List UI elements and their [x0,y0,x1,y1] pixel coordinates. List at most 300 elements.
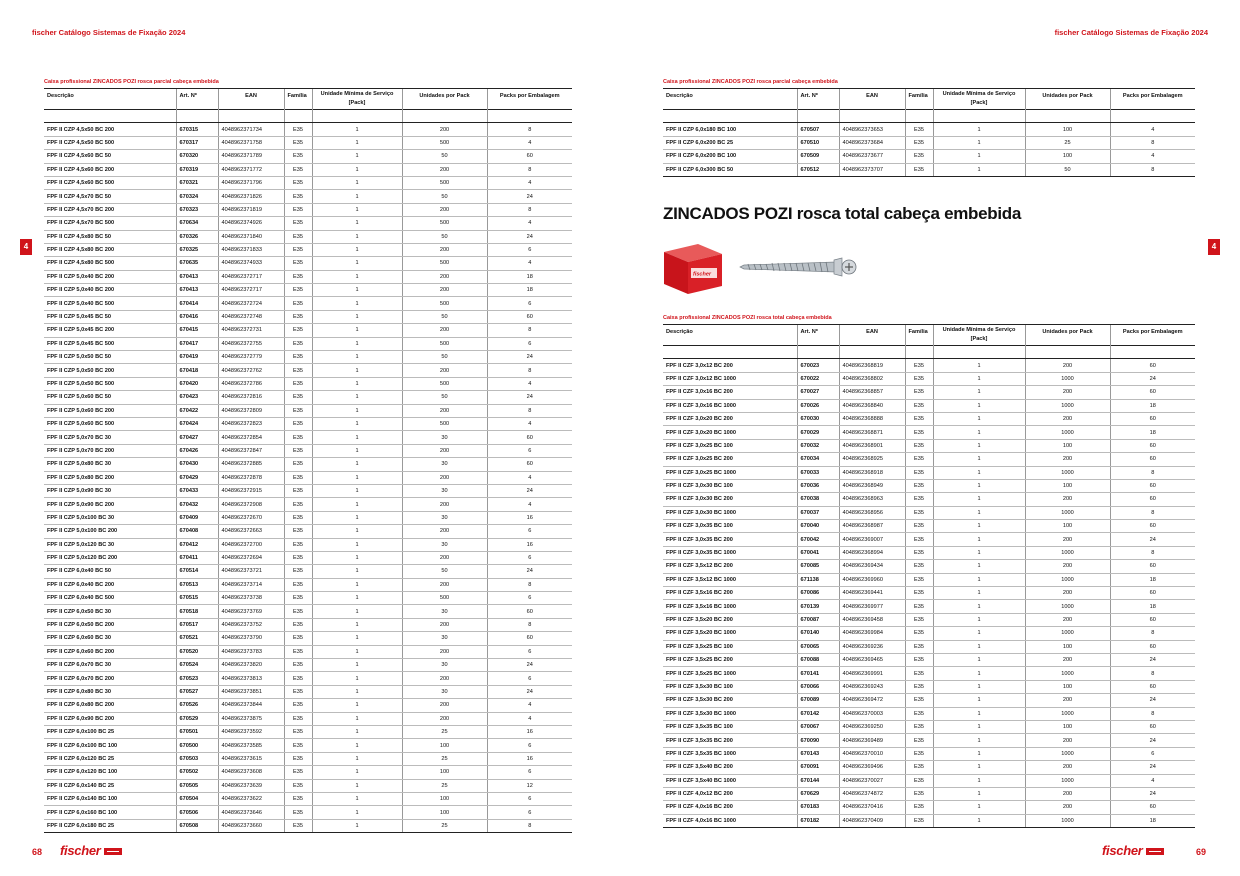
cell-packs-per-box: 8 [487,819,572,832]
cell-ean: 4048962370416 [839,801,905,814]
cell-ean: 4048962374933 [218,257,284,270]
cell-description: FPF II CZP 6,0x200 BC 100 [663,150,797,163]
table-row [44,551,572,564]
cell-units-per-pack: 200 [402,645,487,658]
cell-units-per-pack: 500 [402,592,487,605]
col-packs-per-box: Packs por Embalagem [1110,89,1195,110]
cell-description: FPF II CZP 5,0x60 BC 500 [44,417,176,430]
cell-packs-per-box: 60 [487,310,572,323]
cell-units-per-pack: 200 [402,243,487,256]
spacer-cell [933,346,1025,359]
cell-min-unit: 1 [933,747,1025,760]
cell-family: E35 [284,538,312,551]
table-row [44,230,572,243]
cell-units-per-pack: 100 [1025,680,1110,693]
cell-family: E35 [905,520,933,533]
cell-family: E35 [905,640,933,653]
cell-art-no: 670505 [176,779,218,792]
cell-min-unit: 1 [933,653,1025,666]
cell-units-per-pack: 30 [402,605,487,618]
cell-min-unit: 1 [312,484,402,497]
cell-description: FPF II CZP 5,0x120 BC 200 [44,551,176,564]
cell-art-no: 670140 [797,627,839,640]
cell-packs-per-box: 24 [487,484,572,497]
cell-family: E35 [284,270,312,283]
cell-art-no: 670324 [176,190,218,203]
cell-description: FPF II CZP 6,0x120 BC 100 [44,766,176,779]
cell-description: FPF II CZP 6,0x80 BC 200 [44,699,176,712]
cell-ean: 4048962369243 [839,680,905,693]
cell-min-unit: 1 [312,297,402,310]
cell-packs-per-box: 18 [1110,399,1195,412]
fischer-logo-left [60,843,122,858]
cell-description: FPF II CZF 3,5x35 BC 1000 [663,747,797,760]
logo-mark-icon [1146,848,1164,855]
cell-family: E35 [905,613,933,626]
cell-art-no: 670317 [176,136,218,149]
cell-art-no: 670409 [176,511,218,524]
cell-units-per-pack: 200 [1025,587,1110,600]
cell-art-no: 670432 [176,498,218,511]
cell-min-unit: 1 [933,814,1025,827]
cell-units-per-pack: 100 [1025,520,1110,533]
cell-ean: 4048962369236 [839,640,905,653]
cell-description: FPF II CZF 3,0x25 BC 200 [663,453,797,466]
cell-family: E35 [284,551,312,564]
cell-family: E35 [284,659,312,672]
cell-art-no: 670504 [176,792,218,805]
cell-family: E35 [284,150,312,163]
cell-description: FPF II CZF 4,0x12 BC 200 [663,787,797,800]
cell-description: FPF II CZP 6,0x80 BC 30 [44,685,176,698]
cell-art-no: 670507 [797,123,839,136]
cell-min-unit: 1 [312,150,402,163]
cell-description: FPF II CZP 5,0x50 BC 500 [44,377,176,390]
cell-packs-per-box: 4 [487,498,572,511]
cell-ean: 4048962372724 [218,297,284,310]
cell-family: E35 [284,739,312,752]
cell-ean: 4048962373769 [218,605,284,618]
cell-packs-per-box: 18 [487,284,572,297]
cell-packs-per-box: 60 [1110,640,1195,653]
box-brand-text: fischer [693,271,712,278]
cell-family: E35 [905,720,933,733]
cell-min-unit: 1 [312,819,402,832]
cell-units-per-pack: 200 [1025,412,1110,425]
cell-art-no: 670510 [797,136,839,149]
table-row [663,801,1195,814]
cell-units-per-pack: 200 [1025,787,1110,800]
cell-family: E35 [905,399,933,412]
cell-family: E35 [905,359,933,372]
cell-packs-per-box: 8 [1110,466,1195,479]
cell-min-unit: 1 [933,627,1025,640]
cell-packs-per-box: 24 [487,391,572,404]
cell-description: FPF II CZF 3,0x25 BC 1000 [663,466,797,479]
cell-ean: 4048962372823 [218,417,284,430]
cell-family: E35 [905,707,933,720]
cell-art-no: 670517 [176,618,218,631]
col-family: Família [905,89,933,110]
table-row [44,324,572,337]
cell-art-no: 670325 [176,243,218,256]
right-bottom-product-table [663,324,1195,828]
cell-min-unit: 1 [312,217,402,230]
col-ean: EAN [839,89,905,110]
cell-description: FPF II CZP 4,5x50 BC 500 [44,136,176,149]
table-row [44,270,572,283]
cell-art-no: 670066 [797,680,839,693]
cell-ean: 4048962372915 [218,484,284,497]
cell-min-unit: 1 [933,150,1025,163]
cell-description: FPF II CZP 6,0x70 BC 200 [44,672,176,685]
cell-ean: 4048962373851 [218,685,284,698]
cell-family: E35 [284,391,312,404]
cell-family: E35 [905,627,933,640]
col-min-unit [933,89,1025,110]
table-row [44,819,572,832]
table-row [44,672,572,685]
table-row [44,176,572,189]
table-row [663,600,1195,613]
table-row [44,565,572,578]
cell-art-no: 670067 [797,720,839,733]
table-row [663,123,1195,136]
cell-packs-per-box: 6 [487,766,572,779]
right-bottom-table-caption: Caixa profissional ZINCADOS POZI rosca total cabeça embebida [663,315,832,321]
cell-ean: 4048962372717 [218,270,284,283]
cell-min-unit: 1 [312,404,402,417]
cell-ean: 4048962371826 [218,190,284,203]
cell-packs-per-box: 4 [487,136,572,149]
cell-family: E35 [284,351,312,364]
cell-art-no: 670412 [176,538,218,551]
cell-ean: 4048962368840 [839,399,905,412]
cell-art-no: 670513 [176,578,218,591]
cell-ean: 4048962368994 [839,546,905,559]
col-packs-per-box: Packs por Embalagem [487,89,572,110]
cell-packs-per-box: 16 [487,725,572,738]
table-row [44,243,572,256]
cell-family: E35 [905,426,933,439]
cell-family: E35 [284,203,312,216]
cell-art-no: 670523 [176,672,218,685]
cell-ean: 4048962368925 [839,453,905,466]
cell-description: FPF II CZF 3,5x12 BC 200 [663,560,797,573]
cell-description: FPF II CZP 5,0x45 BC 500 [44,337,176,350]
cell-art-no: 670090 [797,734,839,747]
cell-art-no: 670506 [176,806,218,819]
cell-min-unit: 1 [933,734,1025,747]
cell-family: E35 [284,337,312,350]
table-row [663,680,1195,693]
cell-units-per-pack: 1000 [1025,814,1110,827]
cell-packs-per-box: 18 [1110,573,1195,586]
cell-description: FPF II CZF 3,5x20 BC 1000 [663,627,797,640]
cell-units-per-pack: 1000 [1025,573,1110,586]
cell-min-unit: 1 [933,600,1025,613]
cell-units-per-pack: 500 [402,297,487,310]
table-row [44,458,572,471]
cell-packs-per-box: 6 [487,525,572,538]
cell-packs-per-box: 24 [487,230,572,243]
cell-min-unit: 1 [312,779,402,792]
table-row [663,359,1195,372]
cell-ean: 4048962369977 [839,600,905,613]
cell-ean: 4048962371758 [218,136,284,149]
cell-units-per-pack: 200 [402,578,487,591]
cell-packs-per-box: 4 [487,417,572,430]
spacer-cell [1110,346,1195,359]
cell-family: E35 [905,150,933,163]
table-row [44,538,572,551]
table-row [663,426,1195,439]
spacer-cell [797,346,839,359]
chapter-tab-right: 4 [1208,239,1220,255]
table-row [663,546,1195,559]
cell-units-per-pack: 200 [1025,453,1110,466]
table-row [44,498,572,511]
table-row [44,699,572,712]
cell-packs-per-box: 24 [1110,694,1195,707]
cell-packs-per-box: 24 [487,190,572,203]
table-row [663,774,1195,787]
cell-units-per-pack: 200 [402,444,487,457]
table-row [44,645,572,658]
cell-family: E35 [284,565,312,578]
spacer-cell [284,110,312,123]
table-row [44,284,572,297]
cell-ean: 4048962369489 [839,734,905,747]
cell-art-no: 670515 [176,592,218,605]
cell-description: FPF II CZP 5,0x60 BC 50 [44,391,176,404]
cell-art-no: 670420 [176,377,218,390]
cell-description: FPF II CZP 5,0x70 BC 200 [44,444,176,457]
cell-family: E35 [905,136,933,149]
cell-packs-per-box: 12 [487,779,572,792]
cell-art-no: 670520 [176,645,218,658]
cell-units-per-pack: 100 [402,739,487,752]
cell-art-no: 670033 [797,466,839,479]
cell-units-per-pack: 1000 [1025,774,1110,787]
cell-units-per-pack: 50 [402,391,487,404]
cell-description: FPF II CZP 6,0x90 BC 200 [44,712,176,725]
cell-packs-per-box: 6 [487,551,572,564]
cell-packs-per-box: 16 [487,511,572,524]
cell-packs-per-box: 8 [487,364,572,377]
cell-min-unit: 1 [933,136,1025,149]
cell-description: FPF II CZF 4,0x16 BC 200 [663,801,797,814]
cell-art-no: 670524 [176,659,218,672]
cell-units-per-pack: 1000 [1025,707,1110,720]
cell-family: E35 [905,386,933,399]
cell-packs-per-box: 8 [1110,667,1195,680]
cell-units-per-pack: 200 [402,404,487,417]
table-row [44,123,572,136]
cell-family: E35 [905,479,933,492]
left-product-table [44,88,572,833]
table-spacer-row [44,110,572,123]
spacer-cell [663,110,797,123]
cell-family: E35 [284,618,312,631]
cell-description: FPF II CZP 5,0x60 BC 200 [44,404,176,417]
cell-units-per-pack: 100 [1025,123,1110,136]
cell-art-no: 670514 [176,565,218,578]
cell-packs-per-box: 60 [1110,560,1195,573]
cell-art-no: 670521 [176,632,218,645]
cell-description: FPF II CZF 3,0x30 BC 100 [663,479,797,492]
cell-art-no: 670085 [797,560,839,573]
cell-units-per-pack: 1000 [1025,627,1110,640]
cell-packs-per-box: 18 [1110,814,1195,827]
cell-units-per-pack: 500 [402,417,487,430]
cell-packs-per-box: 4 [1110,774,1195,787]
cell-family: E35 [905,667,933,680]
table-row [44,431,572,444]
cell-ean: 4048962368987 [839,520,905,533]
cell-art-no: 670411 [176,551,218,564]
cell-min-unit: 1 [312,659,402,672]
cell-description: FPF II CZP 6,0x120 BC 25 [44,752,176,765]
logo-text: fischer [60,843,101,858]
cell-description: FPF II CZF 3,0x25 BC 100 [663,439,797,452]
cell-family: E35 [905,560,933,573]
cell-units-per-pack: 30 [402,685,487,698]
cell-ean: 4048962373646 [218,806,284,819]
cell-units-per-pack: 100 [1025,479,1110,492]
cell-packs-per-box: 6 [487,297,572,310]
cell-ean: 4048962372755 [218,337,284,350]
cell-min-unit: 1 [312,766,402,779]
cell-packs-per-box: 6 [487,592,572,605]
cell-packs-per-box: 24 [1110,734,1195,747]
cell-min-unit: 1 [312,417,402,430]
cell-description: FPF II CZP 6,0x70 BC 30 [44,659,176,672]
cell-min-unit: 1 [312,592,402,605]
cell-ean: 4048962373813 [218,672,284,685]
cell-family: E35 [284,712,312,725]
cell-packs-per-box: 6 [487,792,572,805]
cell-min-unit: 1 [312,471,402,484]
cell-art-no: 670529 [176,712,218,725]
cell-art-no: 670089 [797,694,839,707]
table-row [663,533,1195,546]
table-row [663,734,1195,747]
cell-art-no: 670037 [797,506,839,519]
cell-min-unit: 1 [312,498,402,511]
cell-description: FPF II CZF 3,0x16 BC 200 [663,386,797,399]
cell-family: E35 [905,801,933,814]
product-box [664,244,722,294]
right-top-product-table [663,88,1195,177]
cell-packs-per-box: 4 [487,712,572,725]
cell-min-unit: 1 [933,613,1025,626]
spacer-cell [487,110,572,123]
table-row [44,364,572,377]
cell-units-per-pack: 200 [402,672,487,685]
cell-units-per-pack: 200 [402,270,487,283]
cell-art-no: 670502 [176,766,218,779]
table-row [663,136,1195,149]
cell-packs-per-box: 18 [1110,426,1195,439]
spacer-cell [797,110,839,123]
cell-family: E35 [905,600,933,613]
cell-packs-per-box: 60 [1110,613,1195,626]
cell-family: E35 [284,230,312,243]
table-row [663,640,1195,653]
cell-units-per-pack: 200 [1025,533,1110,546]
cell-description: FPF II CZP 5,0x100 BC 30 [44,511,176,524]
cell-ean: 4048962372847 [218,444,284,457]
page-number-right: 69 [1196,847,1207,857]
cell-min-unit: 1 [312,685,402,698]
table-row [663,627,1195,640]
cell-min-unit: 1 [933,520,1025,533]
cell-min-unit: 1 [933,426,1025,439]
cell-min-unit: 1 [312,672,402,685]
cell-description: FPF II CZF 3,0x12 BC 1000 [663,372,797,385]
cell-description: FPF II CZP 6,0x180 BC 100 [663,123,797,136]
cell-description: FPF II CZP 5,0x45 BC 200 [44,324,176,337]
col-description: Descrição [663,89,797,110]
cell-units-per-pack: 1000 [1025,426,1110,439]
cell-ean: 4048962368888 [839,412,905,425]
col-units-per-pack: Unidades por Pack [402,89,487,110]
cell-ean: 4048962372779 [218,351,284,364]
cell-units-per-pack: 500 [402,257,487,270]
cell-units-per-pack: 200 [1025,386,1110,399]
cell-family: E35 [284,364,312,377]
cell-units-per-pack: 200 [402,712,487,725]
cell-min-unit: 1 [312,645,402,658]
cell-min-unit: 1 [312,270,402,283]
table-row [663,372,1195,385]
cell-art-no: 670091 [797,761,839,774]
cell-packs-per-box: 6 [487,337,572,350]
cell-ean: 4048962368963 [839,493,905,506]
cell-min-unit: 1 [933,667,1025,680]
cell-units-per-pack: 50 [1025,163,1110,176]
cell-units-per-pack: 200 [402,364,487,377]
cell-min-unit: 1 [933,372,1025,385]
cell-family: E35 [905,587,933,600]
cell-description: FPF II CZF 3,0x16 BC 1000 [663,399,797,412]
col-min-unit-pack: [Pack] [348,100,366,106]
cell-family: E35 [905,372,933,385]
cell-units-per-pack: 500 [402,136,487,149]
cell-units-per-pack: 30 [402,632,487,645]
cell-ean: 4048962372809 [218,404,284,417]
cell-description: FPF II CZP 6,0x50 BC 200 [44,618,176,631]
cell-packs-per-box: 18 [1110,600,1195,613]
left-table-caption: Caixa profissional ZINCADOS POZI rosca parcial cabeça embebida [44,79,219,85]
cell-packs-per-box: 6 [487,444,572,457]
cell-packs-per-box: 24 [487,565,572,578]
cell-min-unit: 1 [312,739,402,752]
cell-packs-per-box: 18 [487,270,572,283]
cell-family: E35 [284,592,312,605]
table-row [44,525,572,538]
cell-family: E35 [284,632,312,645]
cell-description: FPF II CZP 6,0x200 BC 25 [663,136,797,149]
cell-art-no: 670139 [797,600,839,613]
table-spacer-row [663,346,1195,359]
cell-min-unit: 1 [933,801,1025,814]
cell-description: FPF II CZP 5,0x90 BC 30 [44,484,176,497]
cell-min-unit: 1 [933,506,1025,519]
cell-ean: 4048962373639 [218,779,284,792]
cell-min-unit: 1 [312,578,402,591]
